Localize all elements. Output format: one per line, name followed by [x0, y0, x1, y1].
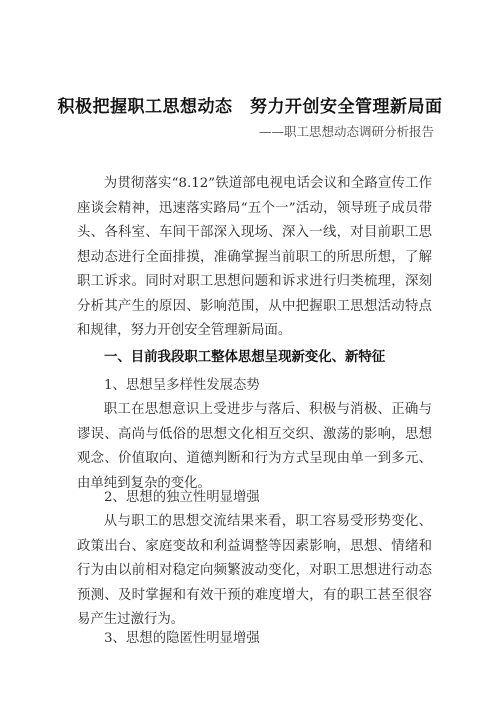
document-title: 积极把握职工思想动态 努力开创安全管理新局面 [57, 97, 443, 117]
item-heading-1: 1、思想呈多样性发展态势 [104, 378, 260, 393]
item-heading-2: 2、思想的独立性明显增强 [104, 490, 260, 505]
item-heading-3: 3、思想的隐匿性明显增强 [104, 631, 260, 646]
document-subtitle: ——职工思想动态调研分析报告 [258, 124, 434, 139]
intro-paragraph: 为贯彻落实“8.12”铁道部电视电话会议和全路宣传工作座谈会精神，迅速落实路局“五个一”活动，领导班子成员带头、各科室、车间干部深入现场、深入一线，对目前职工思想动态进行全面排摸，准确掌握当前职工的所思所想，了解职工诉求。同时对职工思想问题和诉求进行归类梳理，深刻分析其产生的原因、影响范围，从中把握职工思想活动特点和规律，努力开创安全管理新局面。 [77, 176, 432, 338]
section-heading: 一、目前我段职工整体思想呈现新变化、新特征 [104, 350, 386, 365]
item-paragraph-2: 从与职工的思想交流结果来看，职工容易受形势变化、政策出台、家庭变故和利益调整等因素影响，思想、情绪和行为由以前相对稳定向频繁波动变化，对职工思想进行动态预测、及时掌握和有效干预的难度增大，有的职工甚至很容易产生过激行为。 [77, 514, 432, 627]
item-paragraph-1: 职工在思想意识上受进步与落后、积极与消极、正确与谬误、高尚与低俗的思想文化相互交织、激荡的影响，思想观念、价值取向、道德判断和行为方式呈现由单一到多元、由单纯到复杂的变化。 [77, 402, 432, 491]
